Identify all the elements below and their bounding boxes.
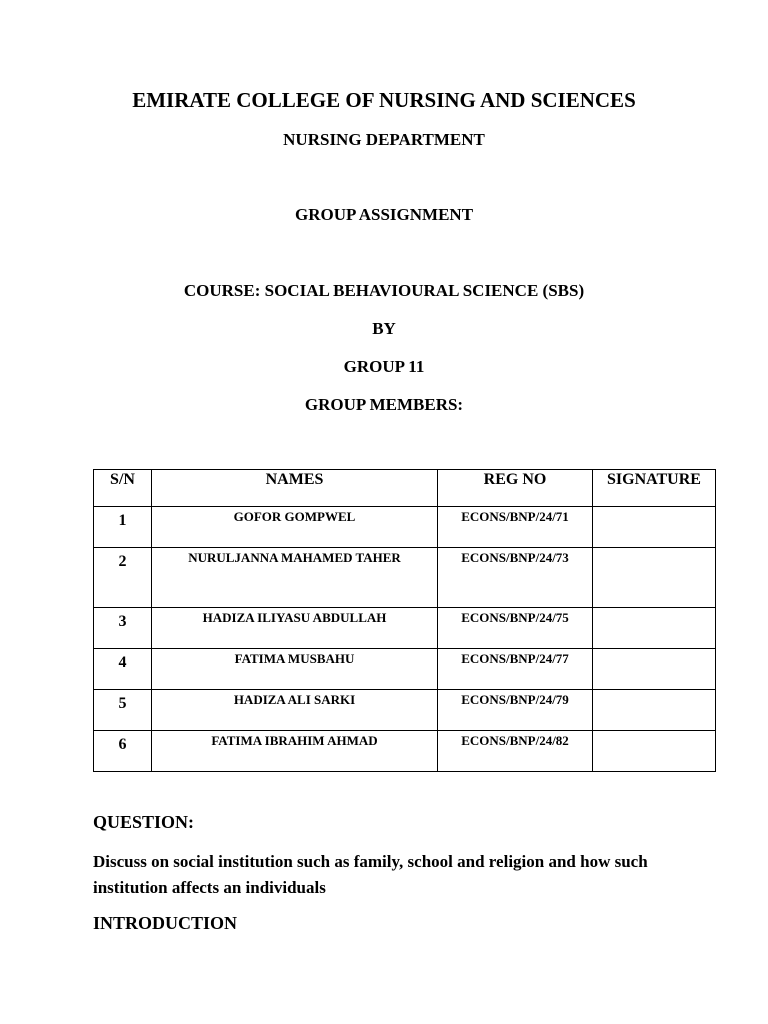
group-label: GROUP 11	[343, 357, 425, 376]
members-table	[93, 469, 716, 772]
reg-cell: ECONS/BNP/24/73	[438, 548, 593, 608]
signature-cell	[593, 608, 716, 649]
table-header-row	[94, 470, 716, 507]
signature-cell	[593, 649, 716, 690]
table-row	[94, 690, 716, 731]
sn-cell: 4	[94, 649, 152, 690]
signature-cell	[593, 731, 716, 772]
table-row	[94, 649, 716, 690]
name-cell: NURULJANNA MAHAMED TAHER	[152, 548, 438, 608]
question-text: Discuss on social institution such as family, school and religion and how such institution affects an individuals	[93, 852, 648, 897]
signature-cell	[593, 690, 716, 731]
table-row	[94, 548, 716, 608]
reg-cell: ECONS/BNP/24/71	[438, 507, 593, 548]
sn-cell: 5	[94, 690, 152, 731]
question-label: QUESTION:	[93, 812, 195, 832]
assignment-title: GROUP ASSIGNMENT	[294, 205, 474, 224]
table-row	[94, 608, 716, 649]
reg-cell: ECONS/BNP/24/82	[438, 731, 593, 772]
reg-cell: ECONS/BNP/24/77	[438, 649, 593, 690]
college-title: EMIRATE COLLEGE OF NURSING AND SCIENCES	[132, 88, 636, 112]
table-row	[94, 731, 716, 772]
sn-cell: 3	[94, 608, 152, 649]
sn-cell: 6	[94, 731, 152, 772]
name-cell: HADIZA ILIYASU ABDULLAH	[152, 608, 438, 649]
header-reg-no: REG NO	[438, 470, 593, 507]
course-title: COURSE: SOCIAL BEHAVIOURAL SCIENCE (SBS)	[183, 281, 585, 300]
name-cell: HADIZA ALI SARKI	[152, 690, 438, 731]
department-title: NURSING DEPARTMENT	[283, 130, 485, 149]
name-cell: GOFOR GOMPWEL	[152, 507, 438, 548]
members-label: GROUP MEMBERS:	[304, 395, 464, 414]
header-sn: S/N	[94, 470, 152, 507]
signature-cell	[593, 548, 716, 608]
name-cell: FATIMA MUSBAHU	[152, 649, 438, 690]
sn-cell: 1	[94, 507, 152, 548]
by-label: BY	[372, 319, 396, 338]
signature-cell	[593, 507, 716, 548]
reg-cell: ECONS/BNP/24/75	[438, 608, 593, 649]
header-signature: SIGNATURE	[593, 470, 716, 507]
name-cell: FATIMA IBRAHIM AHMAD	[152, 731, 438, 772]
sn-cell: 2	[94, 548, 152, 608]
reg-cell: ECONS/BNP/24/79	[438, 690, 593, 731]
header-names: NAMES	[152, 470, 438, 507]
introduction-heading: INTRODUCTION	[93, 913, 238, 933]
table-row	[94, 507, 716, 548]
